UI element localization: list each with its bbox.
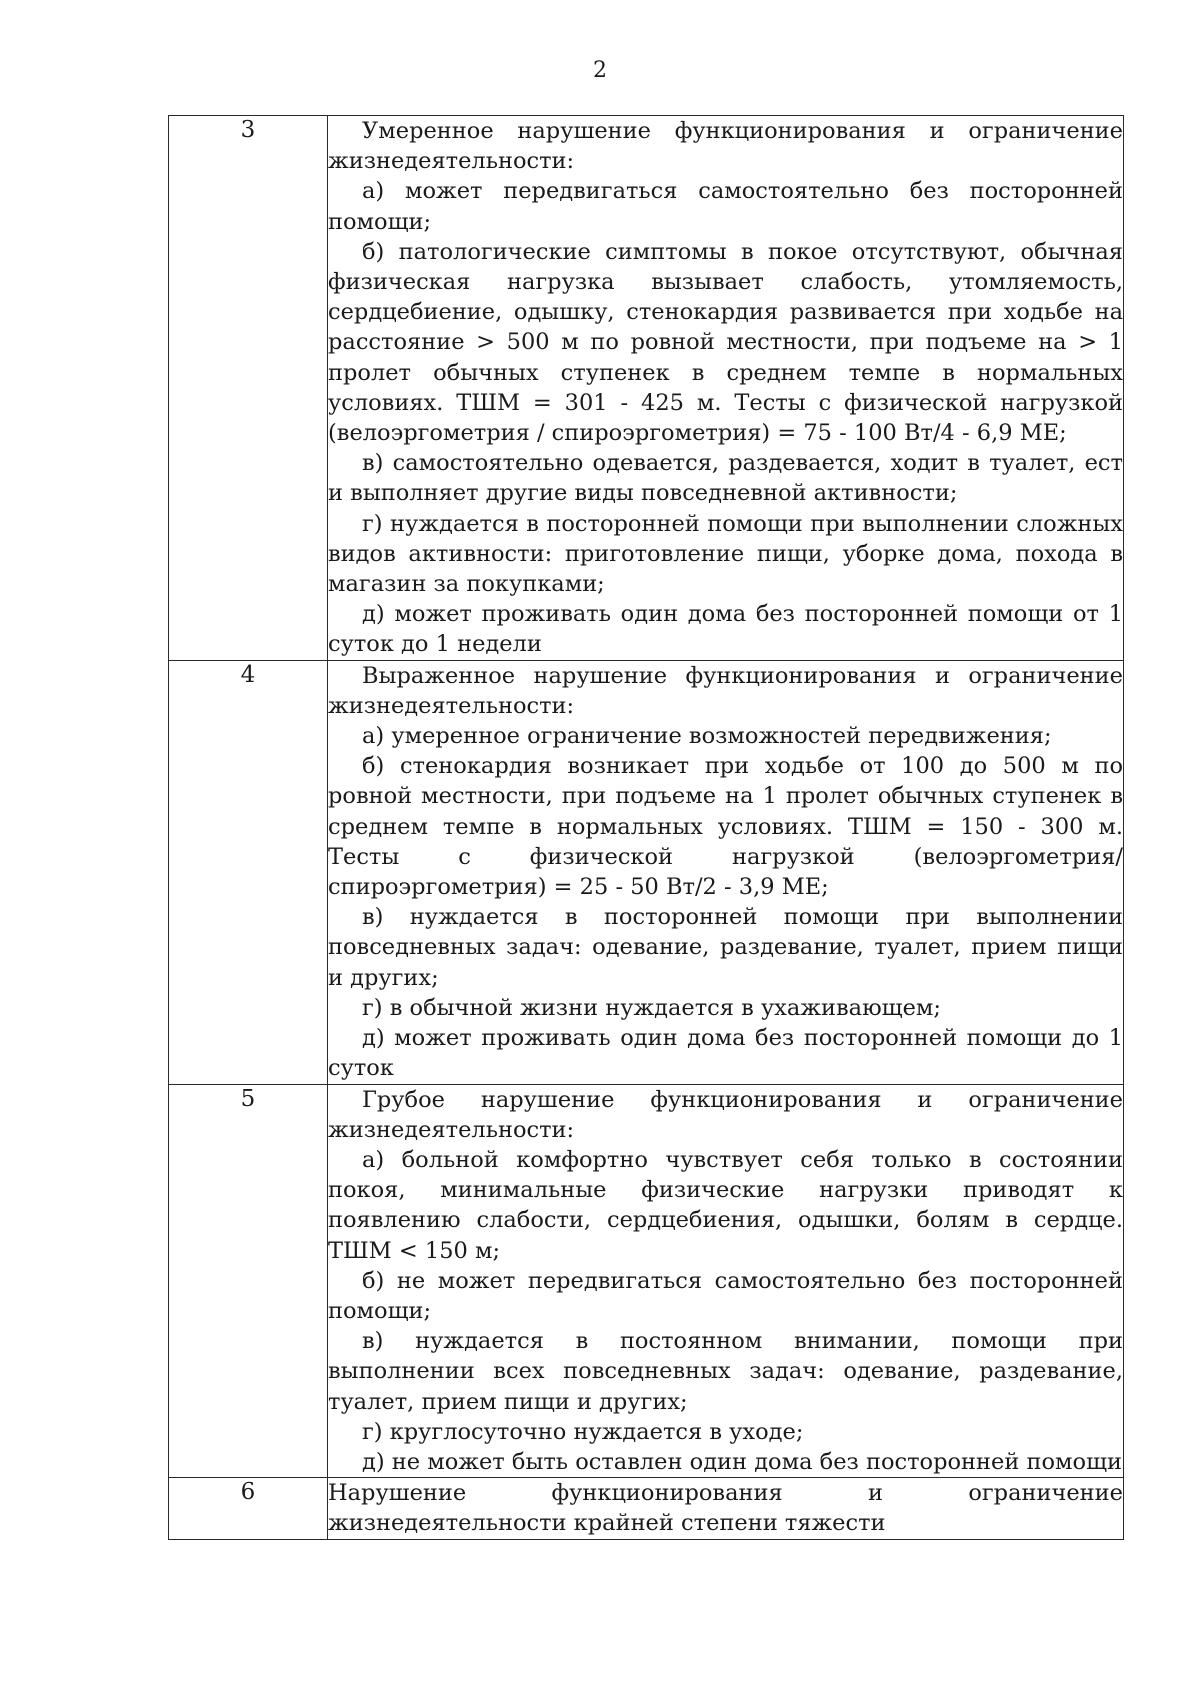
severity-criterion-text: д) не может быть оставлен один дома без посторонней помощи: [362, 1448, 1122, 1475]
table-row: [169, 660, 1124, 1084]
severity-criterion-text: г) нуждается в посторонней помощи при выполнении сложных видов активности: приготовление пищи, уборке дома, похода в магазин за покупками;: [328, 510, 1123, 598]
severity-criterion-text: в) нуждается в постоянном внимании, помощи при выполнении всех повседневных задач: одевание, раздевание, туалет, прием пищи и других;: [328, 1328, 1123, 1415]
severity-criterion-text: а) умеренное ограничение возможностей передвижения;: [362, 723, 1052, 750]
severity-criterion-text: в) самостоятельно одевается, раздевается, ходит в туалет, ест и выполняет другие виды повседневной активности;: [328, 450, 1123, 507]
table-row: [169, 116, 1124, 661]
severity-criterion-text: б) патологические симптомы в покое отсутствуют, обычная физическая нагрузка вызывает слабость, утомляемость, сердцебиение, одышку, стенокардия развивается при ходьбе на расстояние > 500 м по ровной местности, при подъеме на > 1 пролет обычных ступенек в среднем темпе в нормальных условиях. ТШМ = 301 - 425 м. Тесты с физической нагрузкой (велоэргометрия / спироэргометрия) = 75 - 100 Вт/4 - 6,9 МЕ;: [328, 238, 1123, 447]
severity-description-cell: [328, 660, 1124, 1084]
severity-description-cell: [328, 1084, 1124, 1478]
table-row: [169, 1478, 1124, 1539]
severity-level-number: 4: [169, 660, 328, 1084]
severity-heading-text: Умеренное нарушение функционирования и ограничение жизнедеятельности:: [328, 118, 1123, 175]
severity-description-cell: [328, 116, 1124, 661]
severity-criterion-text: а) может передвигаться самостоятельно без посторонней помощи;: [328, 178, 1123, 235]
severity-criterion-text: а) больной комфортно чувствует себя только в состоянии покоя, минимальные физические нагрузки приводят к появлению слабости, сердцебиения, одышки, болям в сердце. ТШМ < 150 м;: [328, 1146, 1123, 1264]
severity-criterion-text: б) стенокардия возникает при ходьбе от 100 до 500 м по ровной местности, при подъеме на 1 пролет обычных ступенек в среднем темпе в нормальных условиях. ТШМ = 150 - 300 м. Тесты с физической нагрузкой (велоэргометрия/спироэргометрия) = 25 - 50 Вт/2 - 3,9 МЕ;: [328, 753, 1123, 901]
severity-criterion-text: д) может проживать один дома без посторонней помощи от 1 суток до 1 недели: [328, 601, 1123, 658]
severity-criterion-text: б) не может передвигаться самостоятельно без посторонней помощи;: [328, 1267, 1123, 1324]
severity-criterion-text: в) нуждается в посторонней помощи при выполнении повседневных задач: одевание, раздевание, туалет, прием пищи и других;: [328, 904, 1123, 991]
severity-criterion-text: г) в обычной жизни нуждается в ухаживающем;: [362, 994, 941, 1021]
severity-heading-text: Грубое нарушение функционирования и ограничение жизнедеятельности:: [328, 1086, 1123, 1143]
severity-level-number: 6: [169, 1478, 328, 1539]
severity-criterion-text: г) круглосуточно нуждается в уходе;: [362, 1418, 804, 1445]
severity-heading-text: Выраженное нарушение функционирования и ограничение жизнедеятельности:: [328, 662, 1123, 719]
table-row: [169, 1084, 1124, 1478]
severity-level-number: 3: [169, 116, 328, 661]
page-number: 2: [593, 58, 607, 83]
severity-heading-text: Нарушение функционирования и ограничение жизнедеятельности крайней степени тяжести: [328, 1480, 1123, 1537]
severity-description-cell: [328, 1478, 1124, 1539]
severity-criterion-text: д) может проживать один дома без посторонней помощи до 1 суток: [328, 1025, 1123, 1082]
table-body: [169, 116, 1124, 1540]
severity-level-number: 5: [169, 1084, 328, 1478]
severity-table: [168, 115, 1124, 1540]
